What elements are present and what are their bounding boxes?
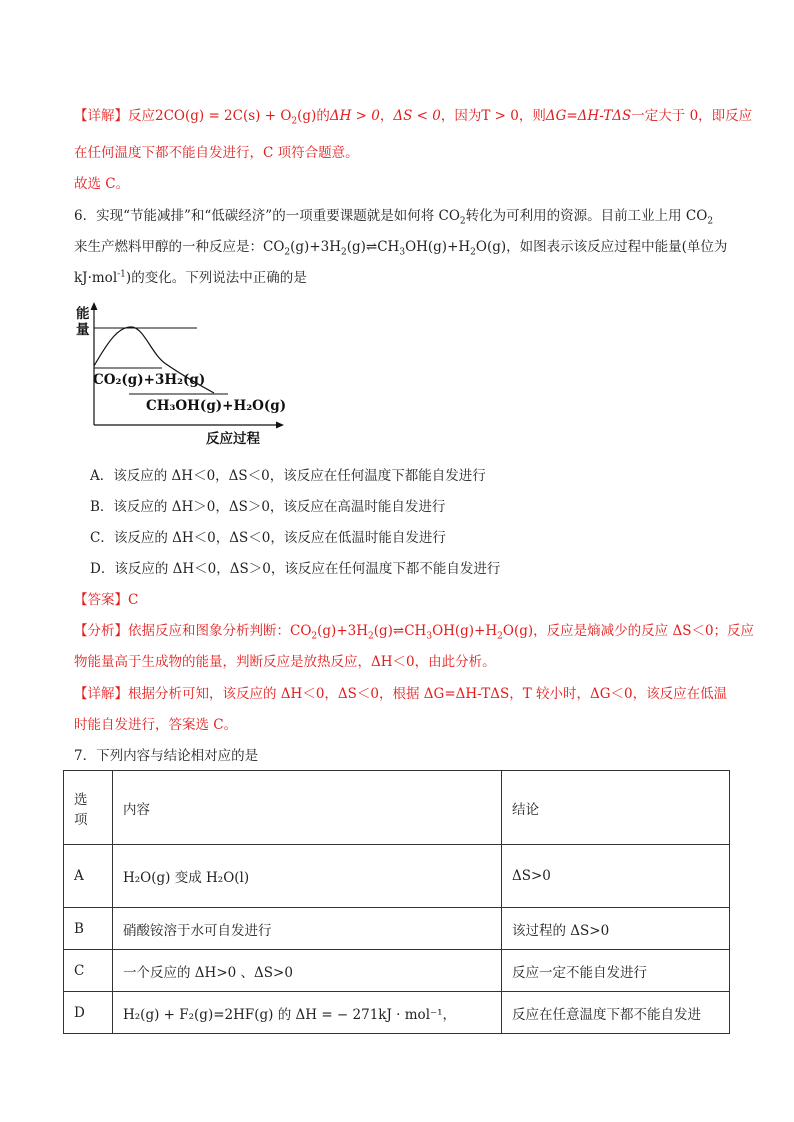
row-option: D — [64, 992, 113, 1034]
x-axis-arrow — [276, 422, 284, 429]
q7-table — [63, 770, 730, 1034]
q6-detail-line1: 【详解】根据分析可知，该反应的 ΔH＜0，ΔS＜0，根据 ΔG=ΔH-TΔS，T 较小时，ΔG＜0，该反应在低温 — [74, 686, 728, 702]
y-axis-label-2: 量 — [76, 322, 90, 338]
q6-detail-line2: 时能自发进行，答案选 C。 — [74, 717, 238, 733]
row-option: C — [64, 950, 113, 992]
x-axis-label: 反应过程 — [206, 431, 260, 447]
q6-analysis-line1: 【分析】依据反应和图象分析判断：$CO_2(g)+3H_2(g)\rightleftharpoons CH_3OH(g)+H_2O(g)$，反应是熵减少的反应 ΔS＜0；反应 — [74, 623, 755, 642]
q6-stem-line1: 6．实现“节能减排”和“低碳经济”的一项重要课题就是如何将 $CO_2$转化为可利用的资源。目前工业上用 $CO_2$ — [74, 208, 714, 227]
table-row — [64, 992, 730, 1034]
row-conclusion: 反应在任意温度下都不能自发进 — [502, 992, 730, 1034]
table-row — [64, 908, 730, 950]
q6-stem-line3: kJ·mol$^{-1}$)的变化。下列说法中正确的是 — [74, 269, 307, 286]
q5-detail-line1: 【详解】反应$2CO(g) = 2C(s) + O_2(g)$的ΔH > 0，ΔS < 0，因为T > 0，则ΔG=ΔH-TΔS一定大于 0，即反应 — [74, 108, 753, 127]
q6-option-b: B．该反应的 ΔH＞0，ΔS＞0，该反应在高温时能自发进行 — [90, 499, 446, 515]
row-option: A — [64, 845, 113, 908]
row-conclusion: ΔS>0 — [502, 845, 730, 908]
table-header-row — [64, 771, 730, 845]
products-label: CH₃OH(g)+H₂O(g) — [146, 398, 287, 414]
q5-conclusion: 故选 C。 — [74, 176, 130, 192]
row-conclusion: 该过程的 ΔS>0 — [502, 908, 730, 950]
y-axis-arrow — [91, 302, 98, 310]
header-conclusion: 结论 — [502, 771, 730, 845]
q6-option-a: A．该反应的 ΔH＜0，ΔS＜0，该反应在任何温度下都能自发进行 — [90, 468, 486, 484]
q6-stem-line2: 来生产燃料甲醇的一种反应是：$CO_2(g)+3H_2(g)\rightleftharpoons CH_3OH(g)+H_2O(g)$，如图表示该反应过程中能量(单位为 — [74, 239, 728, 258]
q6-option-c: C．该反应的 ΔH＜0，ΔS＜0，该反应在低温时能自发进行 — [90, 530, 446, 546]
q6-answer: 【答案】C — [74, 592, 139, 608]
row-content: H₂(g) + F₂(g)=2HF(g) 的 ΔH = − 271kJ · mol⁻¹， — [113, 992, 502, 1034]
table-row — [64, 950, 730, 992]
reactants-label: CO₂(g)+3H₂(g) — [93, 372, 206, 388]
row-option: B — [64, 908, 113, 950]
q6-option-d: D．该反应的 ΔH＜0，ΔS＞0，该反应在任何温度下都不能自发进行 — [90, 561, 501, 577]
q5-detail-line2: 在任何温度下都不能自发进行，C 项符合题意。 — [74, 145, 359, 161]
y-axis-label-1: 能 — [76, 306, 90, 322]
energy-diagram — [74, 300, 294, 450]
q6-analysis-line2: 物能量高于生成物的能量，判断反应是放热反应，ΔH＜0，由此分析。 — [74, 654, 496, 670]
row-content: 一个反应的 ΔH>0 、ΔS>0 — [113, 950, 502, 992]
row-conclusion: 反应一定不能自发进行 — [502, 950, 730, 992]
row-content: H₂O(g) 变成 H₂O(l) — [113, 845, 502, 908]
q7-stem: 7．下列内容与结论相对应的是 — [74, 748, 259, 764]
energy-diagram-svg — [74, 300, 294, 450]
header-content: 内容 — [113, 771, 502, 845]
header-option: 选 项 — [64, 771, 113, 845]
row-content: 硝酸铵溶于水可自发进行 — [113, 908, 502, 950]
table-row — [64, 845, 730, 908]
